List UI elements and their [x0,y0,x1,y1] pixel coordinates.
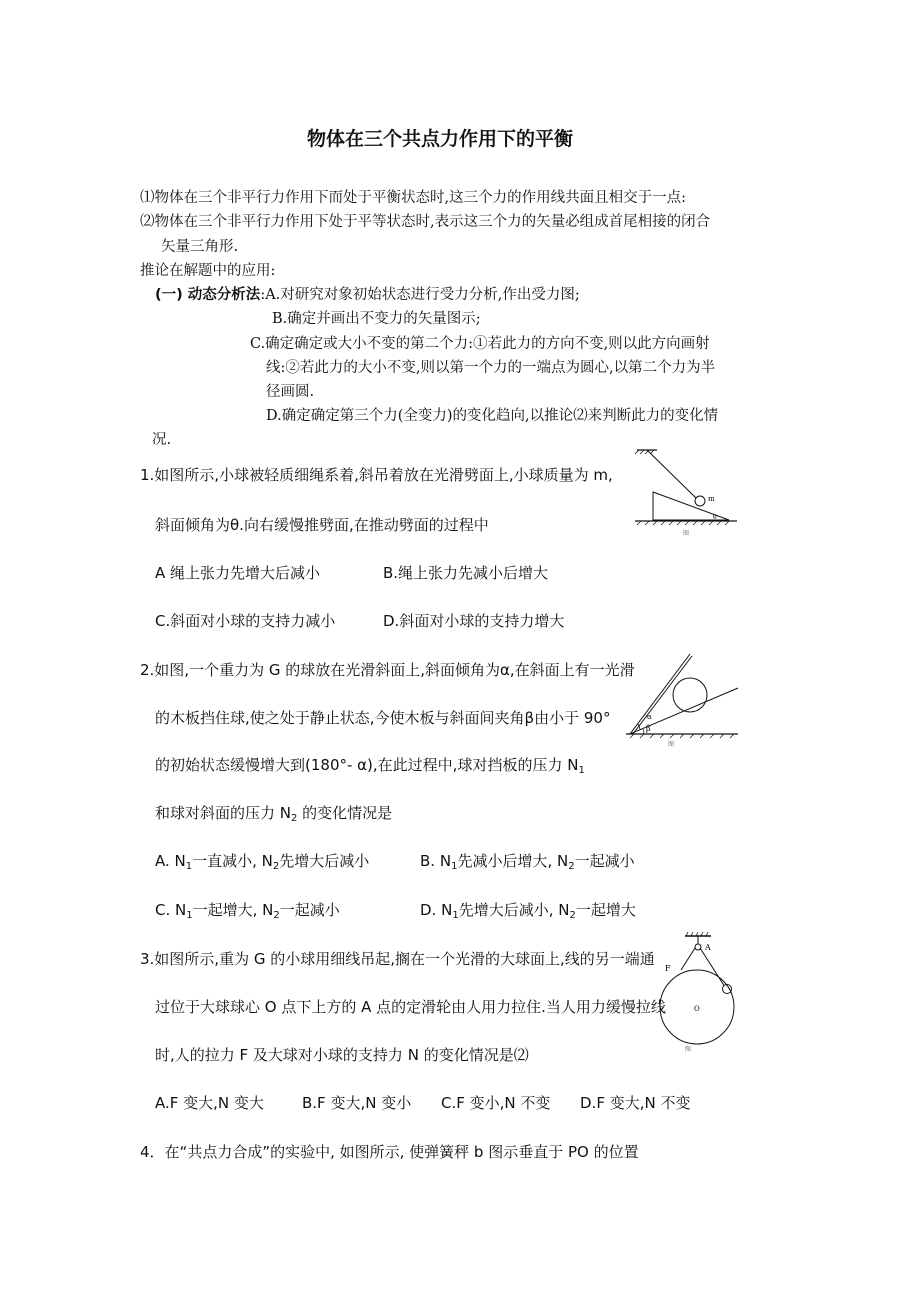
q3-option-d: D.F 变大,N 不变 [580,1094,691,1112]
q1-stem-line-1: 1.如图所示,小球被轻质细绳系着,斜吊着放在光滑劈面上,小球质量为 m, [140,466,613,484]
q2-figure-caption: 图 [668,741,675,748]
q3-option-a: A.F 变大,N 变大 [155,1094,264,1112]
method-step-d-line-1: D.确定确定第三个力(全变力)的变化趋向,以推论⑵来判断此力的变化情 [266,408,719,424]
q1-stem-line-2: 斜面倾角为θ.向右缓慢推劈面,在推动劈面的过程中 [155,516,489,534]
q2-option-a: A. $N_1$一直减小, $N_2$先增大后减小 [155,852,370,872]
q3-stem-line-1: 3.如图所示,重为 G 的小球用细线吊起,搁在一个光滑的大球面上,线的另一端通 [140,950,655,968]
q3-figure-point-a-label: A [705,943,711,952]
q2-stem-line-4: 和球对斜面的压力 $N_2$ 的变化情况是 [155,804,393,824]
q2-option-c: C. $N_1$一起增大, $N_2$一起减小 [155,901,340,921]
q2-option-d: D. $N_1$先增大后减小, $N_2$一起增大 [420,901,636,921]
q1-option-b: B.绳上张力先减小后增大 [383,564,549,582]
method-step-c-line-3: 径画圆. [266,384,315,400]
q3-stem-line-2: 过位于大球球心 O 点下上方的 A 点的定滑轮由人用力拉住.当人用力缓慢拉线 [155,998,666,1016]
q3-option-c: C.F 变小,N 不变 [441,1094,551,1112]
q2-figure [622,650,742,750]
q2-stem-line-2: 的木板挡住球,使之处于静止状态,今使木板与斜面间夹角β由小于 90° [155,709,611,727]
method-label: (一) 动态分析法 [155,287,261,303]
q1-figure-mass-label: m [708,495,715,503]
q1-option-d: D.斜面对小球的支持力增大 [383,612,565,630]
q2-option-b: B. $N_1$先减小后增大, $N_2$一起减小 [420,852,635,872]
intro-paragraph-2-line-2: 矢量三角形. [161,239,239,255]
q1-figure-caption: 图 [683,530,690,537]
q3-figure-center-label: O [694,1005,700,1013]
method-step-a: :A.对研究对象初始状态进行受力分析,作出受力图; [260,287,580,303]
intro-paragraph-2-line-1: ⑵物体在三个非平行力作用下处于平等状态时,表示这三个力的矢量必组成首尾相接的闭合 [140,214,711,230]
q3-figure-force-label: F [665,964,671,973]
q3-stem-line-3: 时,人的拉力 F 及大球对小球的支持力 N 的变化情况是⑵ [155,1046,529,1064]
q3-option-b: B.F 变大,N 变小 [302,1094,412,1112]
q2-figure-beta-label: β [646,724,651,733]
intro-paragraph-1: ⑴物体在三个非平行力作用下而处于平衡状态时,这三个力的作用线共面且相交于一点: [140,190,686,206]
method-step-d-line-2: 况. [152,432,172,448]
q1-option-c: C.斜面对小球的支持力减小 [155,612,336,630]
q3-figure [655,930,740,1055]
q1-figure [633,448,743,542]
method-step-b: B.确定并画出不变力的矢量图示; [272,311,481,327]
q2-figure-alpha-label: α [647,713,652,721]
method-step-a-row [155,283,580,304]
intro-paragraph-3: 推论在解题中的应用: [140,263,276,279]
page-title: 物体在三个共点力作用下的平衡 [307,128,574,150]
q3-figure-caption: 图 [685,1046,692,1053]
q2-stem-line-3: 的初始状态缓慢增大到(180°- α),在此过程中,球对挡板的压力 $N_1$ [155,756,585,776]
q4-stem-line-1: 4．在“共点力合成”的实验中, 如图所示, 使弹簧秤 b 图示垂直于 PO 的位置 [140,1143,639,1161]
q1-figure-angle-label: θ [713,514,717,521]
q2-stem-line-1: 2.如图,一个重力为 G 的球放在光滑斜面上,斜面倾角为α,在斜面上有一光滑 [140,661,635,679]
method-step-c-line-2: 线:②若此力的大小不变,则以第一个力的一端点为圆心,以第二个力为半 [266,360,716,376]
q1-option-a: A 绳上张力先增大后减小 [155,564,321,582]
method-step-c-line-1: C.确定确定或大小不变的第二个力:①若此力的方向不变,则以此方向画射 [250,336,710,352]
